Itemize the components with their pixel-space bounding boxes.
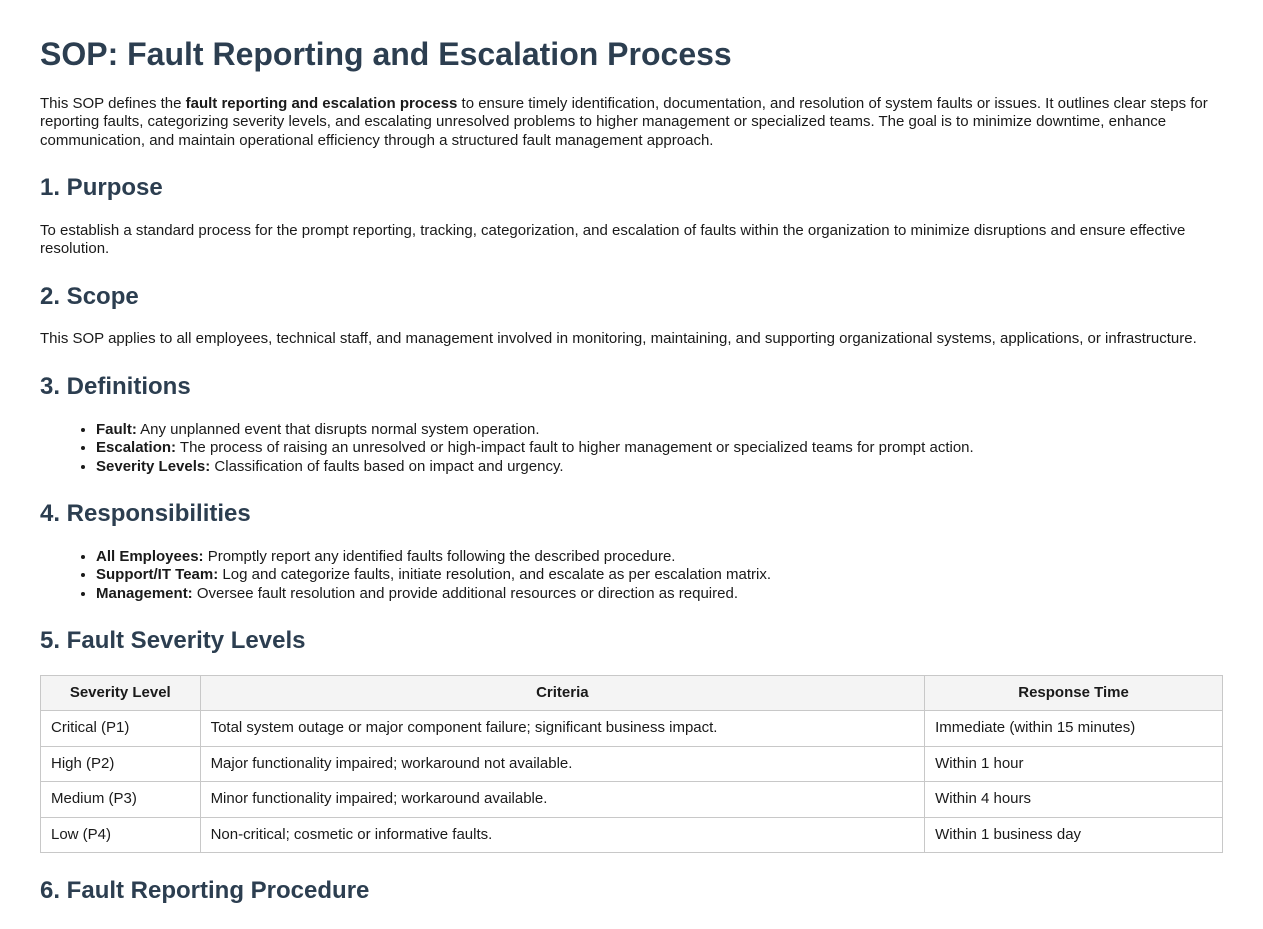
table-header-cell: Severity Level: [41, 675, 201, 711]
table-cell: Within 4 hours: [925, 782, 1223, 818]
list-item: • Fault: Any unplanned event that disrupts normal system operation.: [96, 421, 1223, 440]
list-item-term: Fault:: [96, 420, 137, 438]
table-cell: Critical (P1): [41, 711, 201, 747]
list-item-term: Escalation:: [96, 439, 177, 457]
section-heading-reporting-procedure: 6. Fault Reporting Procedure: [40, 877, 370, 905]
table-cell: Within 1 hour: [925, 746, 1223, 782]
intro-text-bold: fault reporting and escalation process: [185, 94, 458, 112]
list-item-term: Management:: [96, 584, 193, 602]
intro-text-post: to ensure timely identification, documentation, and resolution of system faults or issues. It outlines clear steps for reporting faults, categorizing severity levels, and escalating unresolved problems to higher management or specialized teams. The goal is to minimize downtime, enhance communication, and maintain operational efficiency through a structured fault management approach.: [40, 94, 1208, 149]
section-heading-responsibilities: 4. Responsibilities: [40, 500, 251, 528]
intro-text-pre: This SOP defines the: [40, 94, 186, 112]
scope-paragraph: This SOP applies to all employees, technical staff, and management involved in monitoring, maintaining, and supporting organizational systems, applications, or infrastructure.: [40, 330, 1197, 348]
section-heading-definitions: 3. Definitions: [40, 372, 191, 400]
table-row: [41, 817, 1223, 853]
list-item-term: Support/IT Team:: [96, 566, 219, 584]
table-cell: High (P2): [41, 746, 201, 782]
list-item: • Escalation: The process of raising an unresolved or high-impact fault to higher management or specialized teams for prompt action.: [96, 439, 1223, 458]
list-item: • Management: Oversee fault resolution and provide additional resources or direction as required.: [96, 585, 1223, 604]
table-row: [41, 782, 1223, 818]
table-cell: Immediate (within 15 minutes): [925, 711, 1223, 747]
table-body: [41, 711, 1223, 853]
table-header-cell: Response Time: [925, 675, 1223, 711]
severity-levels-table: [40, 675, 1223, 854]
list-item: • Support/IT Team: Log and categorize faults, initiate resolution, and escalate as per escalation matrix.: [96, 566, 1223, 585]
document-title: SOP: Fault Reporting and Escalation Process: [40, 36, 732, 72]
table-cell: Major functionality impaired; workaround not available.: [200, 746, 925, 782]
table-cell: Minor functionality impaired; workaround available.: [200, 782, 925, 818]
list-item: • All Employees: Promptly report any identified faults following the described procedure.: [96, 548, 1223, 567]
table-row: [41, 746, 1223, 782]
table-cell: Non-critical; cosmetic or informative faults.: [200, 817, 925, 853]
table-cell: Low (P4): [41, 817, 201, 853]
section-heading-severity-levels: 5. Fault Severity Levels: [40, 627, 306, 655]
section-heading-scope: 2. Scope: [40, 282, 139, 310]
table-header-row: [41, 675, 1223, 711]
list-item-term: Severity Levels:: [96, 457, 211, 475]
table-header-cell: Criteria: [200, 675, 925, 711]
table-cell: Total system outage or major component failure; significant business impact.: [200, 711, 925, 747]
section-heading-purpose: 1. Purpose: [40, 174, 163, 202]
responsibilities-list: [40, 548, 1223, 604]
purpose-paragraph: To establish a standard process for the prompt reporting, tracking, categorization, and escalation of faults within the organization to minimize disruptions and ensure effective resolution.: [40, 221, 1186, 258]
table-cell: Medium (P3): [41, 782, 201, 818]
table-row: [41, 711, 1223, 747]
list-item: • Severity Levels: Classification of faults based on impact and urgency.: [96, 458, 1223, 477]
definitions-list: [40, 421, 1223, 477]
intro-paragraph: [40, 95, 1223, 151]
table-cell: Within 1 business day: [925, 817, 1223, 853]
list-item-term: All Employees:: [96, 547, 204, 565]
